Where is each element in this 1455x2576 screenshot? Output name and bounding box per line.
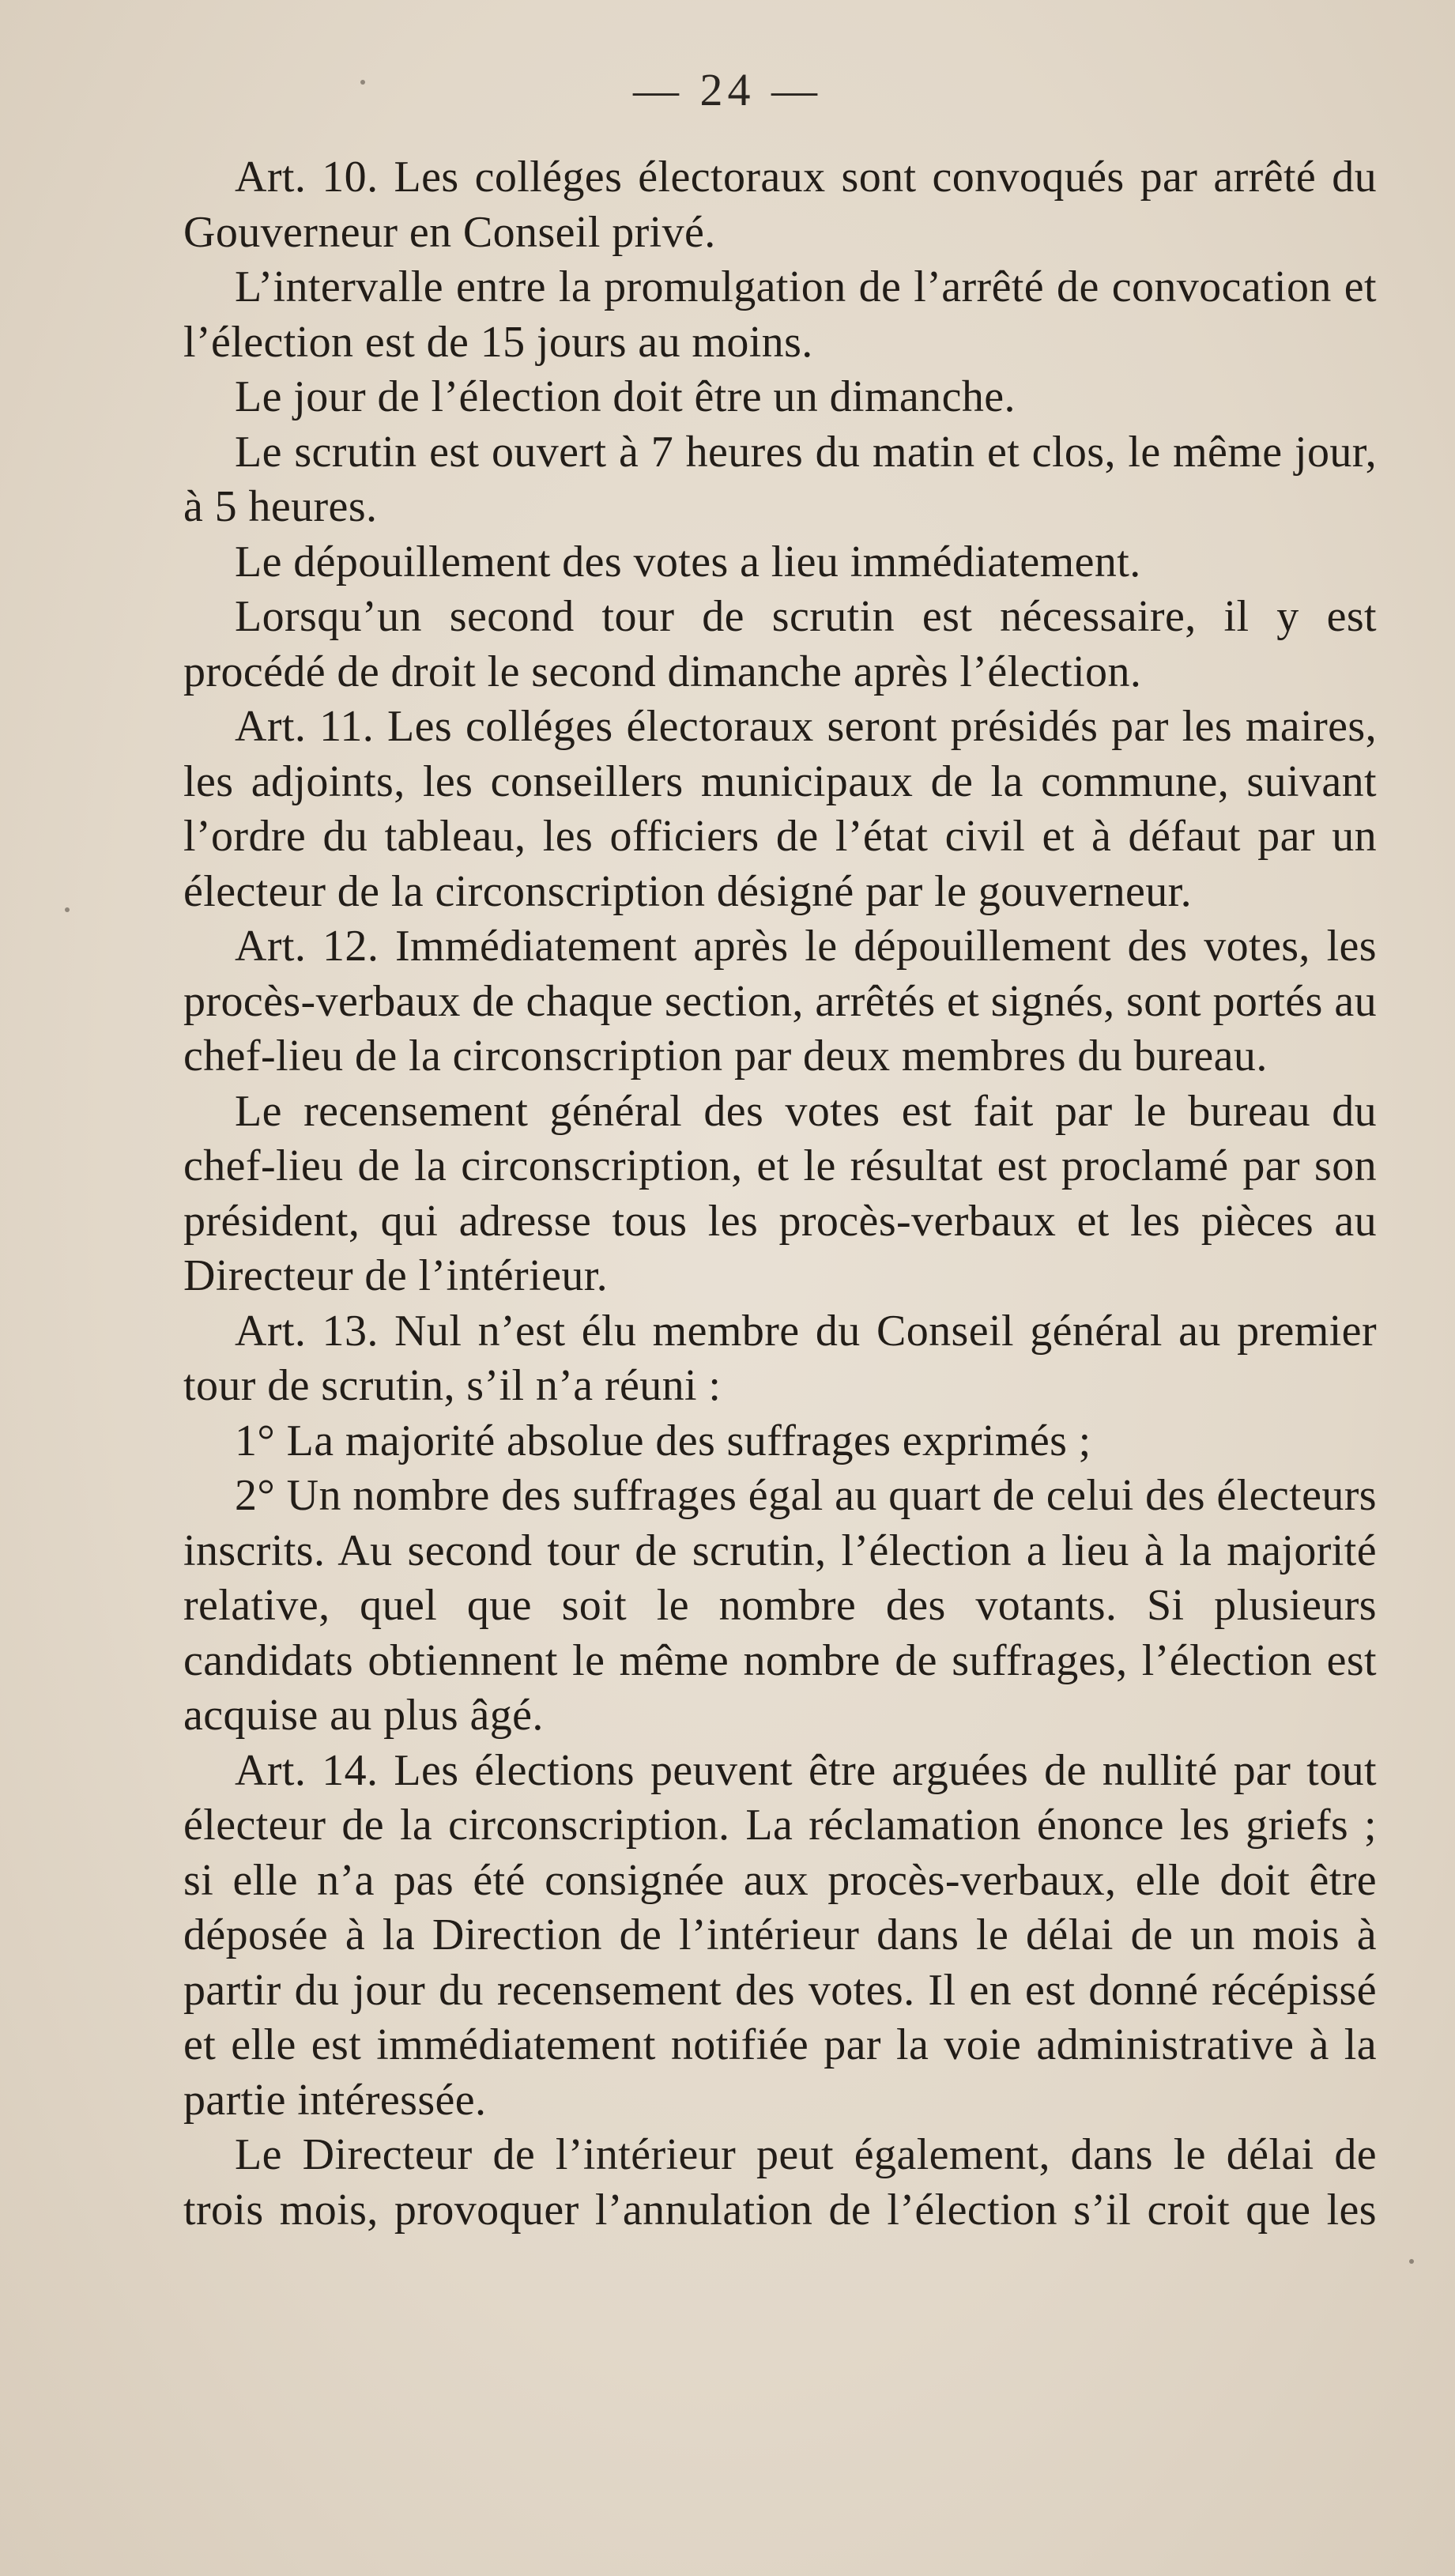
paragraph-scrutin-ouvert: Le scrutin est ouvert à 7 heures du matin et clos, le même jour, à 5 heures. (183, 427, 1377, 531)
paragraph-recensement: Le recensement général des votes est fait par le bureau du chef-lieu de la circonscription, et le résultat est proclamé par son président, qui adresse tous les procès-verbaux et les pièces au Directeur de l’intérieur. (183, 1086, 1377, 1300)
body-text (183, 150, 1377, 2238)
paper-speck (1409, 2259, 1414, 2264)
paragraph-second-tour: Lorsqu’un second tour de scrutin est nécessaire, il y est procédé de droit le second dimanche après l’élection. (183, 592, 1377, 696)
paragraph-condition-1: 1° La majorité absolue des suffrages exprimés ; (235, 1416, 1091, 1465)
page-number: — 24 — (633, 64, 822, 115)
paragraph-art-10: Art. 10. Les colléges électoraux sont convoqués par arrêté du Gouverneur en Conseil privé. (183, 153, 1377, 257)
paper-speck (360, 80, 365, 85)
paragraph-art-14: Art. 14. Les élections peuvent être arguées de nullité par tout électeur de la circonscription. La réclamation énonce les griefs ; si elle n’a pas été consignée aux procès-verbaux, elle doit être déposée à la Direction de l’intérieur dans le délai de un mois à partir du jour du recensement des votes. Il en est donné récépissé et elle est immédiatement notifiée par la voie administrative à la partie intéressée. (183, 1745, 1377, 2125)
paper-speck (65, 907, 70, 912)
paragraph-jour-election: Le jour de l’élection doit être un dimanche. (235, 372, 1016, 421)
paragraph-condition-2: 2° Un nombre des suffrages égal au quart de celui des électeurs inscrits. Au second tour de scrutin, l’élection a lieu à la majorité relative, quel que soit le nombre des votants. Si plusieurs candidats obtiennent le même nombre de suffrages, l’élection est acquise au plus âgé. (183, 1471, 1377, 1740)
paragraph-directeur: Le Directeur de l’intérieur peut également, dans le délai de trois mois, provoquer l’annulation de l’élection s’il croit que les (183, 2130, 1377, 2235)
paragraph-art-13: Art. 13. Nul n’est élu membre du Conseil général au premier tour de scrutin, s’il n’a réuni : (183, 1306, 1377, 1410)
paragraph-art-12: Art. 12. Immédiatement après le dépouillement des votes, les procès-verbaux de chaque section, arrêtés et signés, sont portés au chef-lieu de la circonscription par deux membres du bureau. (183, 922, 1377, 1081)
paragraph-intervalle: L’intervalle entre la promulgation de l’arrêté de convocation et l’élection est de 15 jours au moins. (183, 262, 1377, 367)
paragraph-art-11: Art. 11. Les colléges électoraux seront présidés par les maires, les adjoints, les conseillers municipaux de la commune, suivant l’ordre du tableau, les officiers de l’état civil et à défaut par un électeur de la circonscription désigné par le gouverneur. (183, 702, 1377, 916)
paragraph-depouillement: Le dépouillement des votes a lieu immédiatement. (235, 537, 1141, 586)
